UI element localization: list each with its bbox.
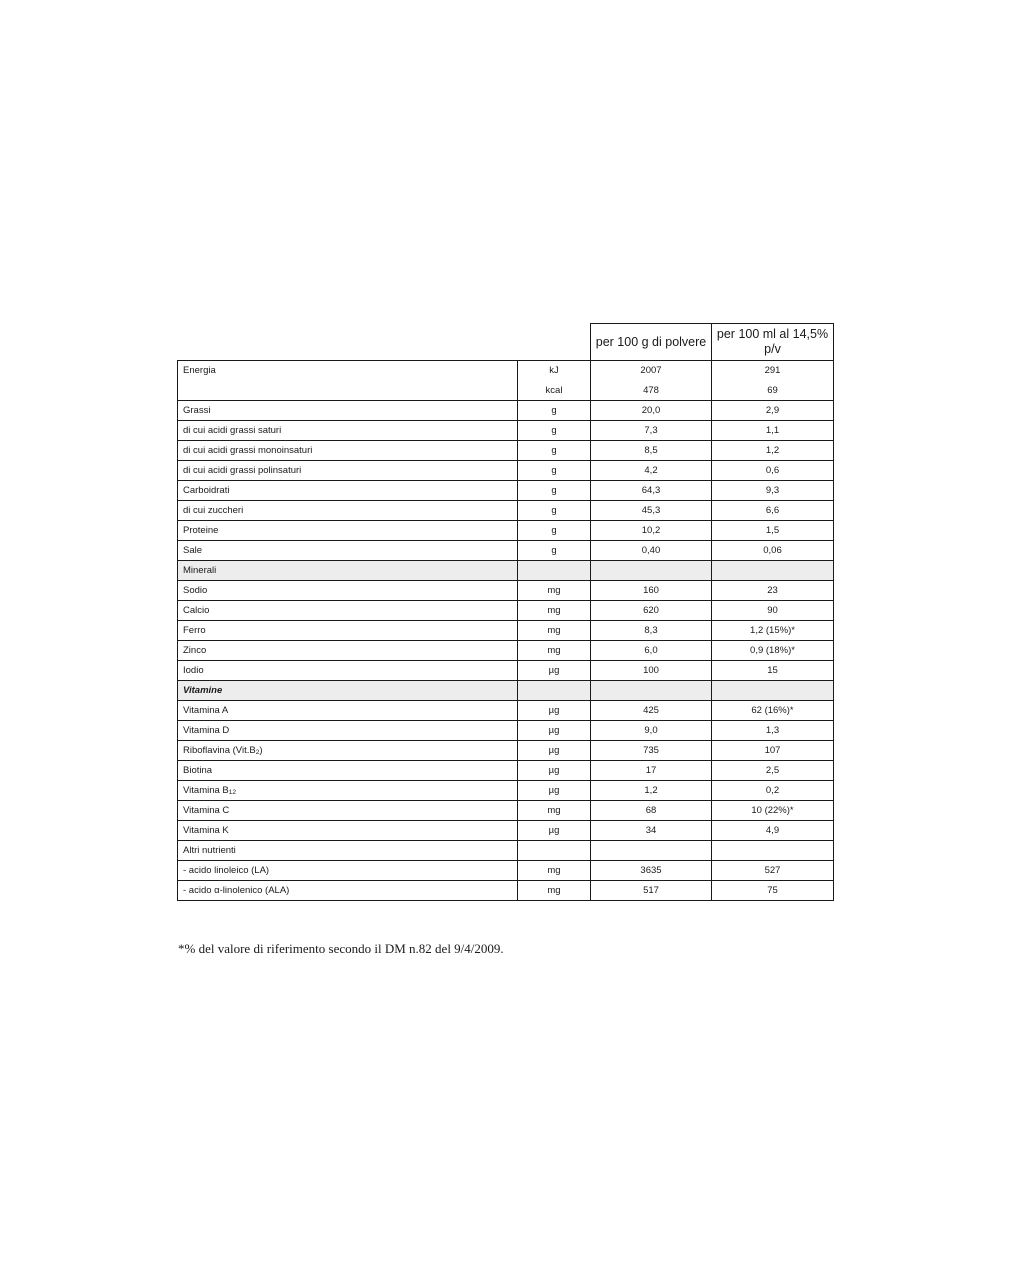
value-per-100g: 8,3 — [591, 621, 712, 641]
nutrition-table-body — [178, 324, 834, 901]
nutrient-name: di cui acidi grassi polinsaturi — [178, 461, 518, 481]
table-row — [178, 601, 834, 621]
value-per-100ml: 23 — [712, 581, 834, 601]
unit-cell: µg — [518, 741, 591, 761]
unit-cell: kJ — [518, 361, 591, 381]
unit-cell: g — [518, 461, 591, 481]
nutrient-name: Vitamina C — [178, 801, 518, 821]
value-per-100g: 64,3 — [591, 481, 712, 501]
value-per-100ml: 0,06 — [712, 541, 834, 561]
table-row — [178, 801, 834, 821]
unit-cell: mg — [518, 641, 591, 661]
value-per-100g: 0,40 — [591, 541, 712, 561]
value-per-100g: 160 — [591, 581, 712, 601]
value-per-100g: 68 — [591, 801, 712, 821]
unit-cell: µg — [518, 821, 591, 841]
unit-cell: g — [518, 421, 591, 441]
table-row — [178, 841, 834, 861]
table-row — [178, 821, 834, 841]
table-row — [178, 641, 834, 661]
unit-cell: mg — [518, 581, 591, 601]
nutrient-name: Vitamina A — [178, 701, 518, 721]
table-row — [178, 461, 834, 481]
value-per-100ml: 90 — [712, 601, 834, 621]
value-per-100g: 620 — [591, 601, 712, 621]
value-per-100g: 735 — [591, 741, 712, 761]
value-per-100ml: 1,1 — [712, 421, 834, 441]
unit-cell: µg — [518, 781, 591, 801]
table-row — [178, 661, 834, 681]
table-row — [178, 441, 834, 461]
value-per-100g: 17 — [591, 761, 712, 781]
value-per-100g: 8,5 — [591, 441, 712, 461]
nutrient-name: Vitamine — [178, 681, 518, 701]
header-blank-cell — [178, 324, 518, 361]
value-per-100ml: 75 — [712, 881, 834, 901]
value-per-100g — [591, 561, 712, 581]
value-per-100g: 517 — [591, 881, 712, 901]
table-row — [178, 861, 834, 881]
value-per-100ml: 107 — [712, 741, 834, 761]
value-per-100ml: 1,5 — [712, 521, 834, 541]
nutrient-name: Biotina — [178, 761, 518, 781]
nutrient-name-text: Vitamina B — [183, 785, 229, 796]
value-per-100ml: 1,3 — [712, 721, 834, 741]
nutrient-name: Sale — [178, 541, 518, 561]
nutrition-table — [177, 323, 834, 901]
value-per-100ml: 291 — [712, 361, 834, 381]
value-per-100g — [591, 681, 712, 701]
unit-cell: g — [518, 541, 591, 561]
unit-cell: mg — [518, 601, 591, 621]
unit-cell: mg — [518, 881, 591, 901]
nutrient-name — [178, 741, 518, 761]
table-row — [178, 881, 834, 901]
nutrient-name: Energia — [178, 361, 518, 401]
unit-cell: g — [518, 521, 591, 541]
table-row — [178, 581, 834, 601]
nutrient-name: Ferro — [178, 621, 518, 641]
table-row — [178, 761, 834, 781]
nutrient-name-suffix: ) — [259, 745, 263, 756]
nutrient-name: Proteine — [178, 521, 518, 541]
table-row — [178, 561, 834, 581]
value-per-100ml: 1,2 — [712, 441, 834, 461]
unit-cell: mg — [518, 801, 591, 821]
nutrient-name: Iodio — [178, 661, 518, 681]
nutrient-name: Minerali — [178, 561, 518, 581]
table-row — [178, 401, 834, 421]
table-row — [178, 781, 834, 801]
value-per-100g: 9,0 — [591, 721, 712, 741]
table-row — [178, 721, 834, 741]
table-row — [178, 481, 834, 501]
value-per-100ml: 527 — [712, 861, 834, 881]
nutrient-name: di cui acidi grassi saturi — [178, 421, 518, 441]
value-per-100ml: 9,3 — [712, 481, 834, 501]
value-per-100g: 3635 — [591, 861, 712, 881]
value-per-100g: 6,0 — [591, 641, 712, 661]
unit-cell: g — [518, 401, 591, 421]
unit-cell: kcal — [518, 381, 591, 401]
value-per-100ml: 0,6 — [712, 461, 834, 481]
table-row — [178, 681, 834, 701]
value-per-100ml: 69 — [712, 381, 834, 401]
unit-cell — [518, 561, 591, 581]
table-row — [178, 501, 834, 521]
nutrient-name: Sodio — [178, 581, 518, 601]
unit-cell: µg — [518, 661, 591, 681]
nutrient-name-text: Riboflavina (Vit.B — [183, 745, 256, 756]
value-per-100ml: 2,5 — [712, 761, 834, 781]
unit-cell: mg — [518, 621, 591, 641]
table-row — [178, 421, 834, 441]
nutrient-name — [178, 781, 518, 801]
value-per-100ml — [712, 561, 834, 581]
value-per-100g: 478 — [591, 381, 712, 401]
nutrient-name: - acido linoleico (LA) — [178, 861, 518, 881]
value-per-100ml — [712, 681, 834, 701]
header-blank-cell — [518, 324, 591, 361]
value-per-100g: 2007 — [591, 361, 712, 381]
value-per-100ml: 62 (16%)* — [712, 701, 834, 721]
unit-cell: µg — [518, 701, 591, 721]
value-per-100g — [591, 841, 712, 861]
unit-cell: g — [518, 481, 591, 501]
value-per-100ml: 1,2 (15%)* — [712, 621, 834, 641]
unit-cell — [518, 681, 591, 701]
nutrient-name: Carboidrati — [178, 481, 518, 501]
unit-cell: g — [518, 501, 591, 521]
value-per-100g: 1,2 — [591, 781, 712, 801]
value-per-100ml: 15 — [712, 661, 834, 681]
value-per-100ml: 6,6 — [712, 501, 834, 521]
value-per-100ml: 0,9 (18%)* — [712, 641, 834, 661]
table-row — [178, 701, 834, 721]
table-header-row — [178, 324, 834, 361]
unit-cell: g — [518, 441, 591, 461]
table-row — [178, 621, 834, 641]
value-per-100g: 10,2 — [591, 521, 712, 541]
value-per-100g: 20,0 — [591, 401, 712, 421]
unit-cell: µg — [518, 721, 591, 741]
nutrient-name: Zinco — [178, 641, 518, 661]
value-per-100g: 45,3 — [591, 501, 712, 521]
unit-cell: mg — [518, 861, 591, 881]
value-per-100g: 425 — [591, 701, 712, 721]
value-per-100ml: 4,9 — [712, 821, 834, 841]
value-per-100ml: 10 (22%)* — [712, 801, 834, 821]
table-row — [178, 521, 834, 541]
nutrient-name-subscript: 12 — [228, 789, 236, 796]
nutrient-name: Calcio — [178, 601, 518, 621]
nutrient-name: Vitamina D — [178, 721, 518, 741]
nutrient-name: di cui acidi grassi monoinsaturi — [178, 441, 518, 461]
table-row — [178, 541, 834, 561]
value-per-100g: 100 — [591, 661, 712, 681]
table-row-energy-kj — [178, 361, 834, 381]
nutrient-name: Altri nutrienti — [178, 841, 518, 861]
value-per-100ml: 0,2 — [712, 781, 834, 801]
nutrient-name: Grassi — [178, 401, 518, 421]
nutrient-name: - acido α-linolenico (ALA) — [178, 881, 518, 901]
footnote: *% del valore di riferimento secondo il DM n.82 del 9/4/2009. — [178, 941, 504, 956]
value-per-100g: 4,2 — [591, 461, 712, 481]
unit-cell: µg — [518, 761, 591, 781]
nutrient-name-subscript: 2 — [255, 749, 260, 756]
column-header-per-100ml: per 100 ml al 14,5% p/v — [712, 324, 834, 361]
value-per-100g: 7,3 — [591, 421, 712, 441]
column-header-per-100g: per 100 g di polvere — [591, 324, 712, 361]
unit-cell — [518, 841, 591, 861]
nutrient-name: di cui zuccheri — [178, 501, 518, 521]
value-per-100g: 34 — [591, 821, 712, 841]
value-per-100ml: 2,9 — [712, 401, 834, 421]
table-row — [178, 741, 834, 761]
value-per-100ml — [712, 841, 834, 861]
nutrient-name: Vitamina K — [178, 821, 518, 841]
